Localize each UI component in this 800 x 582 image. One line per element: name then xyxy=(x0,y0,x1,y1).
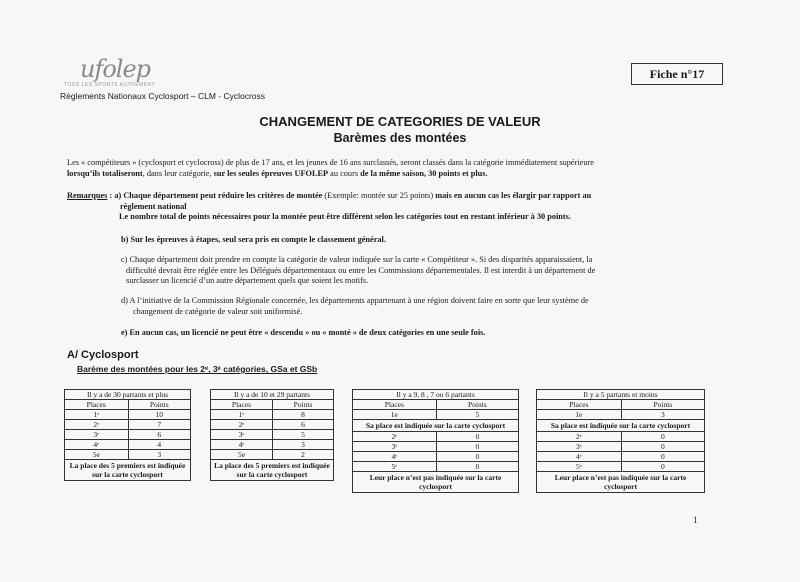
document-subtitle: Règlements Nationaux Cyclosport – CLM - Cyclocross xyxy=(60,91,266,101)
column-header-places: Places xyxy=(211,400,273,410)
table-row xyxy=(65,430,191,440)
logo-tagline: TOUS LES SPORTS AUTREMENT xyxy=(64,82,156,88)
points-cell: 3 xyxy=(128,450,190,460)
table-row xyxy=(353,432,519,442)
place-cell: 3ᵉ xyxy=(537,442,622,452)
points-cell: 8 xyxy=(273,410,334,420)
table-row xyxy=(65,440,191,450)
points-table-10-29 xyxy=(210,389,334,481)
points-cell: 5 xyxy=(273,430,334,440)
remark-c-line-3: surclasser un licencié d’un autre département quels que soient les motifs. xyxy=(126,276,369,285)
column-header-places: Places xyxy=(353,400,437,410)
remark-a-bold-1: : a) Chaque département peut réduire les critères de montée xyxy=(107,191,323,200)
subsection-heading: Barème des montées pour les 2ᵉ, 3ᵉ catégories, GSa et GSb xyxy=(77,364,318,374)
column-header-places: Places xyxy=(537,400,622,410)
points-cell: 3 xyxy=(273,440,334,450)
table-note: Leur place n’est pas indiquée sur la carte cyclosport xyxy=(537,472,705,493)
place-cell: 1e xyxy=(537,410,622,420)
remark-a-bold-2: mais en aucun cas les élargir par rapport au xyxy=(435,191,592,200)
table-row xyxy=(353,452,519,462)
points-cell: 3 xyxy=(621,410,704,420)
points-cell: 6 xyxy=(128,430,190,440)
remark-c-line-1: c) Chaque département doit prendre en compte la catégorie de valeur indiquée sur la carte « Compétiteur ». Si des disparités apparaissaient, la xyxy=(121,255,593,264)
intro-text-2: au cours xyxy=(328,168,361,178)
remark-d xyxy=(121,296,751,317)
intro-line-1: Les « compétiteurs » (cyclosport et cyclocross) de plus de 17 ans, et les jeunes de 16 ans surclassés, seront classés dans la catégorie immédiatement supérieure xyxy=(67,158,594,167)
table-note: La place des 5 premiers est indiquée sur la carte cyclosport xyxy=(65,460,191,481)
table-row xyxy=(65,420,191,430)
points-cell: 0 xyxy=(436,452,518,462)
place-cell: 2ᵉ xyxy=(65,420,129,430)
table-row xyxy=(353,410,519,420)
table-title: Il y a de 30 partants et plus xyxy=(65,390,191,400)
table-row xyxy=(211,420,334,430)
place-cell: 2ᵉ xyxy=(353,432,437,442)
page-title: CHANGEMENT DE CATEGORIES DE VALEUR xyxy=(259,114,541,129)
intro-bold-2: sur les seules épreuves UFOLEP xyxy=(213,168,329,178)
remark-c xyxy=(121,255,751,287)
place-cell: 5e xyxy=(65,450,129,460)
table-note: La place des 5 premiers est indiquée sur la carte cyclosport xyxy=(211,460,334,481)
points-cell: 4 xyxy=(128,440,190,450)
place-cell: 1e xyxy=(353,410,437,420)
table-row xyxy=(537,452,705,462)
remark-a-total: Le nombre total de points nécessaires pour la montée peut être différent selon les catégories tout en restant inférieur à 30 points. xyxy=(119,212,571,221)
points-table-6-9 xyxy=(352,389,519,493)
place-cell: 3ᵉ xyxy=(65,430,129,440)
place-cell: 2ᵉ xyxy=(537,432,622,442)
table-row xyxy=(211,450,334,460)
intro-line-2 xyxy=(67,169,747,180)
place-cell: 5ᵉ xyxy=(353,462,437,472)
table-row xyxy=(537,432,705,442)
page-number: 1 xyxy=(693,515,698,525)
table-row xyxy=(65,450,191,460)
points-cell: 0 xyxy=(436,432,518,442)
place-cell: 4ᵉ xyxy=(353,452,437,462)
points-cell: 0 xyxy=(621,462,704,472)
remark-a-bold-3: règlement national xyxy=(120,201,187,211)
intro-text-1: , dans leur catégorie, xyxy=(142,168,214,178)
column-header-places: Places xyxy=(65,400,129,410)
column-header-points: Points xyxy=(273,400,334,410)
remarks-label: Remarques xyxy=(67,191,108,200)
table-row xyxy=(211,430,334,440)
table-row xyxy=(353,442,519,452)
table-title: Il y a de 10 et 29 partants xyxy=(211,390,334,400)
points-cell: 7 xyxy=(128,420,190,430)
place-cell: 1ᵉ xyxy=(65,410,129,420)
page-subtitle: Barèmes des montées xyxy=(333,131,467,145)
place-cell: 4ᵉ xyxy=(211,440,273,450)
place-cell: 1ᵉ xyxy=(211,410,273,420)
points-cell: 5 xyxy=(436,410,518,420)
table-title: Il y a 9, 8 , 7 ou 6 partants xyxy=(353,390,519,400)
column-header-points: Points xyxy=(436,400,518,410)
points-cell: 2 xyxy=(273,450,334,460)
points-cell: 0 xyxy=(621,452,704,462)
points-cell: 0 xyxy=(621,432,704,442)
remark-b-text: b) Sur les épreuves à étapes, seul sera pris en compte le classement général. xyxy=(121,235,386,244)
table-row xyxy=(537,410,705,420)
points-cell: 0 xyxy=(621,442,704,452)
table-mid-note: Sa place est indiquée sur la carte cyclosport xyxy=(537,420,705,432)
place-cell: 5ᵉ xyxy=(537,462,622,472)
place-cell: 4ᵉ xyxy=(65,440,129,450)
intro-paragraph xyxy=(67,158,747,179)
place-cell: 5e xyxy=(211,450,273,460)
remark-c-line-2: difficulté devrait être réglée entre les Délégués départementaux ou entre les Commissions départementales. Il est interdit à un département de xyxy=(126,265,596,275)
table-row xyxy=(211,440,334,450)
intro-bold-1: lorsqu’ils totaliseront xyxy=(67,168,143,178)
table-row xyxy=(65,410,191,420)
table-title: Il y a 5 partants et moins xyxy=(537,390,705,400)
points-table-5-or-less xyxy=(536,389,705,493)
remark-a xyxy=(67,191,757,223)
place-cell: 3ᵉ xyxy=(353,442,437,452)
table-note: Leur place n’est pas indiquée sur la carte cyclosport xyxy=(353,472,519,493)
remark-d-line-1: d) A l’initiative de la Commission Régionale concernée, les départements appartenant à une région doivent faire en sorte que leur système de xyxy=(121,296,589,305)
table-row xyxy=(537,442,705,452)
place-cell: 2ᵉ xyxy=(211,420,273,430)
table-row xyxy=(353,462,519,472)
table-row xyxy=(537,462,705,472)
column-header-points: Points xyxy=(128,400,190,410)
place-cell: 4ᵉ xyxy=(537,452,622,462)
remark-a-example: (Exemple: montée sur 25 points) xyxy=(322,191,436,200)
remark-b xyxy=(121,235,386,246)
table-mid-note: Sa place est indiquée sur la carte cyclosport xyxy=(353,420,519,432)
fiche-number-box: Fiche n°17 xyxy=(631,63,723,85)
section-heading: A/ Cyclosport xyxy=(67,349,139,361)
remark-e-text: e) En aucun cas, un licencié ne peut être « descendu » ou « monté » de deux catégories en une seule fois. xyxy=(121,328,486,337)
column-header-points: Points xyxy=(621,400,704,410)
remark-d-line-2: changement de catégorie de valeur soit uniformisé. xyxy=(133,306,303,316)
points-cell: 10 xyxy=(128,410,190,420)
table-row xyxy=(211,410,334,420)
points-table-30-plus xyxy=(64,389,191,481)
ufolep-logo: ufolep xyxy=(80,55,151,83)
place-cell: 3ᵉ xyxy=(211,430,273,440)
points-cell: 0 xyxy=(436,462,518,472)
points-cell: 6 xyxy=(273,420,334,430)
points-cell: 0 xyxy=(436,442,518,452)
remark-e xyxy=(121,328,485,339)
intro-bold-3: de la même saison, 30 points et plus. xyxy=(360,168,488,178)
